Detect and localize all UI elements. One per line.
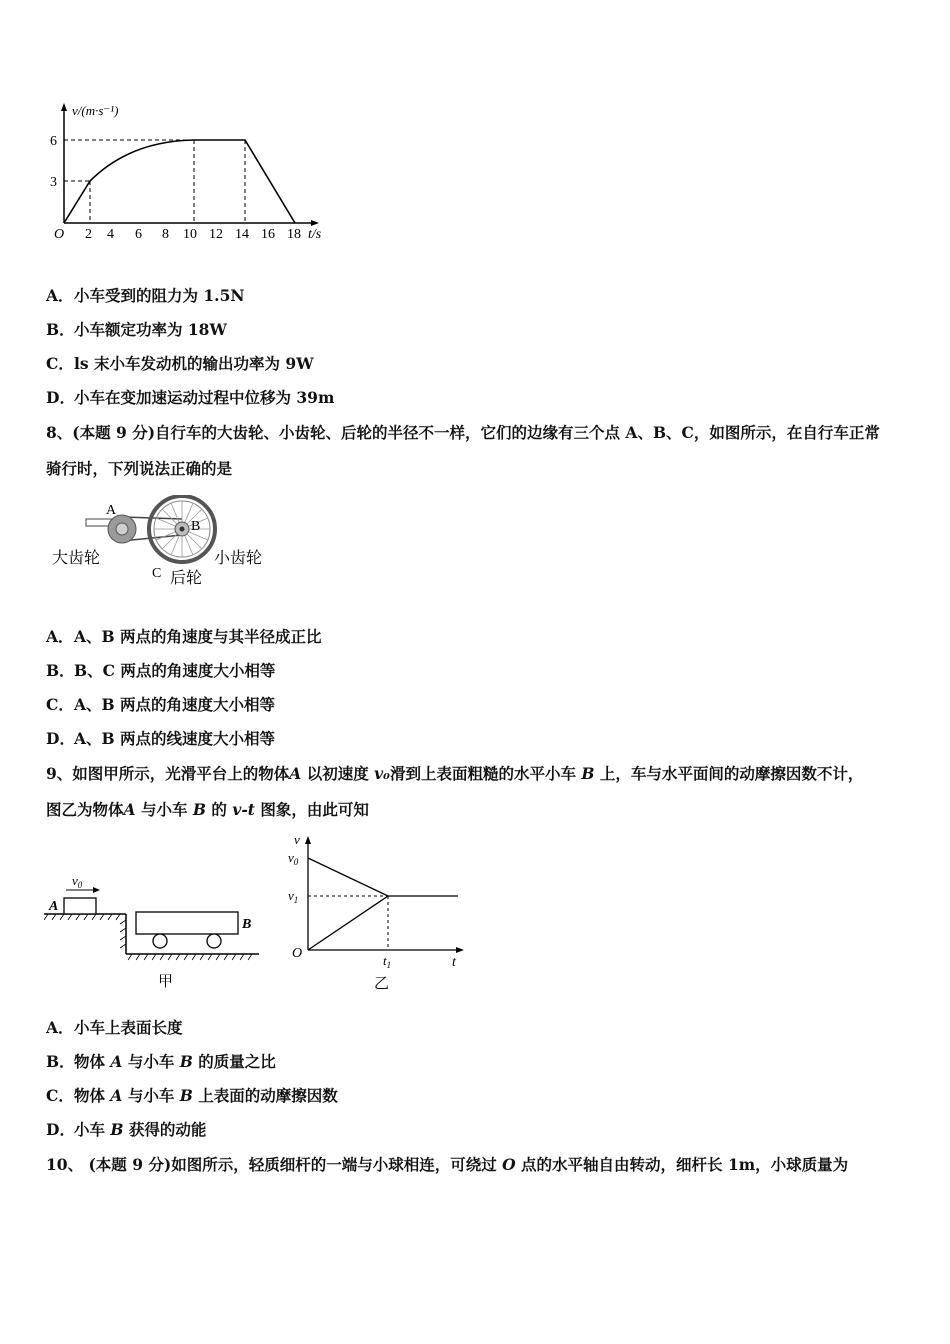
q9-option-b: B．物体 A 与小车 B 的质量之比 bbox=[46, 1052, 276, 1071]
vt-xtick: 8 bbox=[162, 227, 169, 242]
q7-option-a: A．小车受到的阻力为 1.5N bbox=[46, 286, 245, 305]
figure-jia-block-cart bbox=[44, 868, 269, 993]
q9-stem-line1: 9、如图甲所示，光滑平台上的物体A 以初速度 v₀滑到上表面粗糙的水平小车 B 上，车与水平面间的动摩擦因数不计， bbox=[46, 764, 864, 783]
vt-xlabel: t/s bbox=[308, 227, 322, 242]
q9-option-c: C．物体 A 与小车 B 上表面的动摩擦因数 bbox=[46, 1086, 338, 1105]
q9-option-d: D．小车 B 获得的动能 bbox=[46, 1120, 207, 1139]
vt-xtick: 4 bbox=[107, 227, 114, 242]
yi-origin: O bbox=[292, 946, 303, 961]
vt-ytick-3: 3 bbox=[50, 175, 57, 190]
vt-ylabel: v/(m·s⁻¹) bbox=[72, 103, 119, 118]
label-point-c: C bbox=[152, 566, 162, 581]
label-big-gear: 大齿轮 bbox=[52, 550, 101, 567]
q10-stem: 10、 (本题 9 分)如图所示，轻质细杆的一端与小球相连，可绕过 O 点的水平轴自由转动，细杆长 1m，小球质量为 bbox=[46, 1155, 849, 1174]
vt-xtick: 12 bbox=[209, 227, 223, 242]
bicycle-gear-figure bbox=[50, 495, 280, 595]
vt-xtick: 10 bbox=[183, 227, 197, 242]
q9-option-a: A．小车上表面长度 bbox=[46, 1018, 183, 1037]
yi-v-axis-label: v bbox=[294, 832, 300, 847]
yi-caption: 乙 bbox=[374, 976, 390, 992]
jia-caption: 甲 bbox=[158, 974, 174, 990]
label-small-gear: 小齿轮 bbox=[214, 550, 263, 567]
jia-b-label: B bbox=[242, 917, 252, 932]
label-point-b: B bbox=[191, 519, 201, 534]
yi-v1-label: $v_1$ bbox=[288, 888, 299, 905]
vt-graph-q7 bbox=[40, 95, 340, 250]
q7-option-d: D．小车在变加速运动过程中位移为 39m bbox=[46, 388, 335, 407]
yi-t-axis-label: t bbox=[452, 955, 456, 970]
vt-xtick: 6 bbox=[135, 227, 142, 242]
vt-ytick-6: 6 bbox=[50, 134, 57, 149]
vt-origin: O bbox=[54, 227, 65, 242]
q9-stem-line2: 图乙为物体A 与小车 B 的 v-t 图象，由此可知 bbox=[46, 800, 369, 819]
q8-stem-line1: 8、(本题 9 分)自行车的大齿轮、小齿轮、后轮的半径不一样，它们的边缘有三个点 A、B、C，如图所示，在自行车正常 bbox=[46, 423, 880, 442]
jia-a-label: A bbox=[49, 899, 59, 914]
vt-xtick: 18 bbox=[287, 227, 301, 242]
q8-stem-line2: 骑行时，下列说法正确的是 bbox=[46, 459, 233, 478]
q7-option-b: B．小车额定功率为 18W bbox=[46, 320, 227, 339]
yi-v0-label: $v_0$ bbox=[288, 850, 299, 867]
vt-xtick: 14 bbox=[235, 227, 249, 242]
q7-option-c: C．ls 末小车发动机的输出功率为 9W bbox=[46, 354, 314, 373]
yi-t1-label: $t_1$ bbox=[383, 953, 392, 970]
vt-xtick: 2 bbox=[85, 227, 92, 242]
q8-option-c: C．A、B 两点的角速度大小相等 bbox=[46, 695, 276, 714]
q8-option-a: A．A、B 两点的角速度与其半径成正比 bbox=[46, 627, 322, 646]
label-rear-wheel: 后轮 bbox=[170, 570, 203, 587]
label-point-a: A bbox=[106, 503, 117, 518]
figure-yi-vt-graph bbox=[282, 830, 472, 995]
jia-v0-label: $v_0$ bbox=[72, 873, 83, 890]
q8-option-b: B．B、C 两点的角速度大小相等 bbox=[46, 661, 276, 680]
vt-xtick: 16 bbox=[261, 227, 275, 242]
q8-option-d: D．A、B 两点的线速度大小相等 bbox=[46, 729, 276, 748]
